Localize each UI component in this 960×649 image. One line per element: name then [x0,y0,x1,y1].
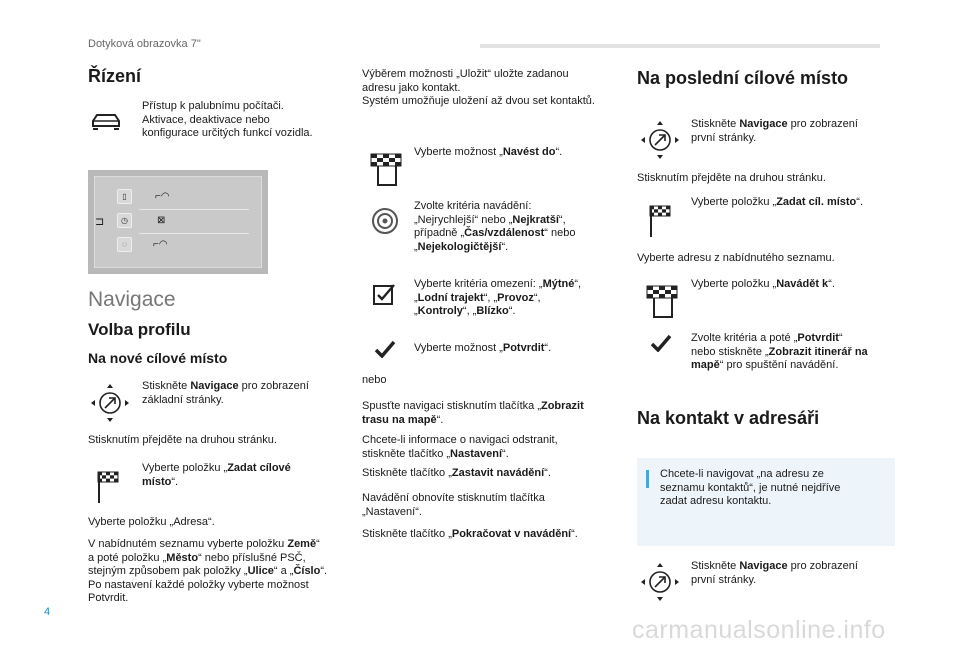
text-line: Systém umožňuje uložení až dvou set kontaktů. [362,95,595,107]
obnovit-text [362,492,627,519]
text: “. [544,342,552,354]
panel-divider [139,209,249,210]
text: Stiskněte [691,560,740,572]
text-line: Navádění obnovíte stisknutím tlačítka [362,492,545,504]
nastaveni-text [362,434,627,461]
text-line: Přístup k palubnímu počítači. [142,100,284,112]
text-bold: Potvrdit [502,342,545,354]
checkered-flag-icon [368,152,404,188]
panel-car-icon: ⌐◠ [153,239,168,250]
text: první stránky. [691,573,757,586]
text: Stiskněte [142,380,191,392]
pokracovat-text [362,528,578,542]
info-note-marker [646,470,649,488]
heading-posledni-cilove-misto: Na poslední cílové místo [637,68,849,88]
text: pro zobrazení [787,118,858,130]
list-instruction: Vyberte adresu z nabídnutého seznamu. [637,252,835,264]
section-navigace: Navigace [88,288,176,311]
text: “. [555,146,563,158]
text-line: konfigurace určitých funkcí vozidla. [142,127,313,139]
text: pro zobrazení [238,380,309,392]
text: případně „ [414,227,465,239]
text: nebo stiskněte „ [691,345,769,358]
text-bold: Kontroly [417,305,463,317]
panel-button-2: ◷ [117,213,132,228]
text-bold: Zobrazit [540,400,584,412]
text: a poté položku „ [88,551,167,564]
text-bold: Mýtné [542,278,575,290]
text: V nabídnutém seznamu vyberte položku [88,538,288,550]
text: “, „ [483,291,498,304]
heading-rizeni: Řízení [88,66,142,86]
text-bold: Navádět k [776,278,829,290]
text: “ pro spuštění navádění. [719,359,839,371]
text: “, [558,213,566,226]
adresa-instruction: Vyberte položku „Adresa“. [88,516,215,528]
nav-arrows-icon [640,120,680,160]
text-bold: Lodní trajekt [417,291,484,304]
text: Stiskněte tlačítko „ [362,528,452,540]
text-line: zadat adresu kontaktu. [660,495,772,507]
page-number: 4 [44,606,51,618]
panel-button-3: ◌ [117,237,132,252]
step-kriteria-navadeni [414,200,624,254]
text: „ [414,291,418,304]
posledni-step-2 [691,196,863,210]
text: „ [414,305,418,317]
panel-flag-icon: ⊠ [157,215,166,226]
or-text: nebo [362,374,387,386]
text-line: Výběrem možnosti „Uložit“ uložte zadanou [362,68,569,80]
checkmark-icon [650,334,672,352]
text: “. [436,413,444,426]
swipe-instruction: Stisknutím přejděte na druhou stránku. [88,434,277,446]
text-bold: Nejkratší [512,213,559,226]
text-bold: Město [166,551,199,564]
posledni-step-1 [691,118,891,145]
text: stejným způsobem pak položky „ [88,565,248,577]
text: “. [828,278,835,290]
text-bold: Nejekologičtější [417,240,502,253]
text: “, [574,278,582,290]
text-bold: místo [142,475,172,488]
text: Zvolte kritéria a poté „ [691,332,798,344]
nav-arrows-icon [640,562,680,602]
zastavit-text [362,467,551,481]
text: “, [533,291,541,304]
text-bold: trasu na mapě [362,413,437,426]
text: Stiskněte tlačítko „ [362,467,452,479]
step-kriteria-omezeni [414,278,624,319]
text: „ [414,240,418,253]
text-line: Chcete-li informace o navigaci odstranit, [362,434,558,446]
text: Spusťte navigaci stisknutím tlačítka „ [362,400,541,412]
text-bold: Navigace [739,560,788,572]
swipe-instruction: Stisknutím přejděte na druhou stránku. [637,172,826,184]
text-line: Aktivace, deaktivace nebo [142,113,270,126]
country-instruction [88,538,348,606]
panel-button-1: ▯ [117,189,132,204]
text: “. [856,196,864,208]
heading-nove-cilove-misto: Na nové cílové místo [88,350,228,366]
nav-arrows-icon [90,383,130,423]
watermark: carmanualsonline.info [632,616,886,644]
text: „Nejrychlejší“ nebo „ [414,213,513,226]
text: Vyberte možnost „ [414,146,503,158]
text-line: Po nastavení každé položky vyberte možnost [88,578,309,591]
checkmark-icon [374,340,396,358]
rizeni-description [142,100,342,141]
text: “. [501,240,509,253]
text-bold: Ulice [247,565,274,577]
text-line: Chcete-li navigovat „na adresu ze [660,468,824,480]
nove-step-2 [142,462,342,489]
text: stiskněte tlačítko „ [362,447,451,460]
text-bold: Potvrdit [797,332,839,344]
text: pro zobrazení [787,560,858,572]
text-bold: Provoz [497,291,534,304]
text-line: adresu jako kontakt. [362,81,461,94]
text: “ nebo příslušné PSČ, [198,551,306,564]
text: Vyberte možnost „ [414,342,503,354]
nove-step-1 [142,380,342,407]
text-line: Zvolte kritéria navádění: [414,200,532,212]
save-contact-intro [362,68,627,109]
kontakt-step-1 [691,560,891,587]
text: “. [508,305,516,317]
text: Vyberte položku „ [142,462,228,474]
text: první stránky. [691,131,757,144]
text-bold: Zadat cílové [227,462,291,474]
text: “. [502,447,509,460]
text: “. [571,528,578,540]
target-icon [370,206,400,236]
text-bold: mapě [691,359,720,371]
text-bold: Pokračovat v navádění [451,528,572,540]
text: základní stránky. [142,393,224,406]
text: Vyberte kritéria omezení: „ [414,278,543,290]
text: “ [838,332,843,344]
text-line: Potvrdit. [88,592,129,604]
text-line: seznamu kontaktů“, je nutné nejdříve [660,481,841,494]
posledni-step-3 [691,278,835,292]
text-bold: Čas/vzdálenost [464,227,545,239]
text-bold: Zobrazit itinerář na [768,345,868,358]
text-bold: Nastavení [450,447,503,460]
checkered-flag-icon [644,284,680,320]
heading-volba-profilu: Volba profilu [88,320,191,339]
restriction-check-icon [372,282,396,306]
text-bold: Blízko [476,305,509,317]
text: “ nebo [544,227,576,239]
text: Vyberte položku „ [691,196,777,208]
text: Stiskněte [691,118,740,130]
text: Vyberte položku „ [691,278,777,290]
text-bold: Navigace [739,118,788,130]
text: “ [316,538,320,550]
header-divider [480,44,880,48]
panel-back-icon: ⊐ [95,216,105,228]
posledni-step-4 [691,332,901,373]
zobrazit-trasu-text [362,400,627,427]
text-bold: Zadat cíl. místo [776,196,857,208]
text-bold: Navést do [502,146,556,158]
step-potvrdit [414,342,551,356]
step-naves-do [414,146,562,160]
text-bold: Země [287,538,317,550]
car-icon [90,112,122,132]
text: “ a „ [273,565,294,577]
panel-car-icon: ⌐◠ [155,191,170,202]
text: “. [171,475,179,488]
text: “, „ [462,305,477,317]
checkered-flag-icon [648,204,672,238]
running-header: Dotyková obrazovka 7" [88,38,201,50]
screen-panel-illustration [88,170,268,274]
text: “. [544,467,551,479]
text-bold: Číslo [293,565,321,577]
text-bold: Navigace [190,380,239,392]
heading-kontakt-v-adresari: Na kontakt v adresáři [637,408,820,428]
text-bold: Zastavit navádění [451,467,545,479]
info-note-text [660,468,885,509]
panel-divider [139,233,249,234]
checkered-flag-icon [96,470,120,504]
text: “. [320,565,328,577]
text-line: „Nastavení“. [362,505,422,518]
